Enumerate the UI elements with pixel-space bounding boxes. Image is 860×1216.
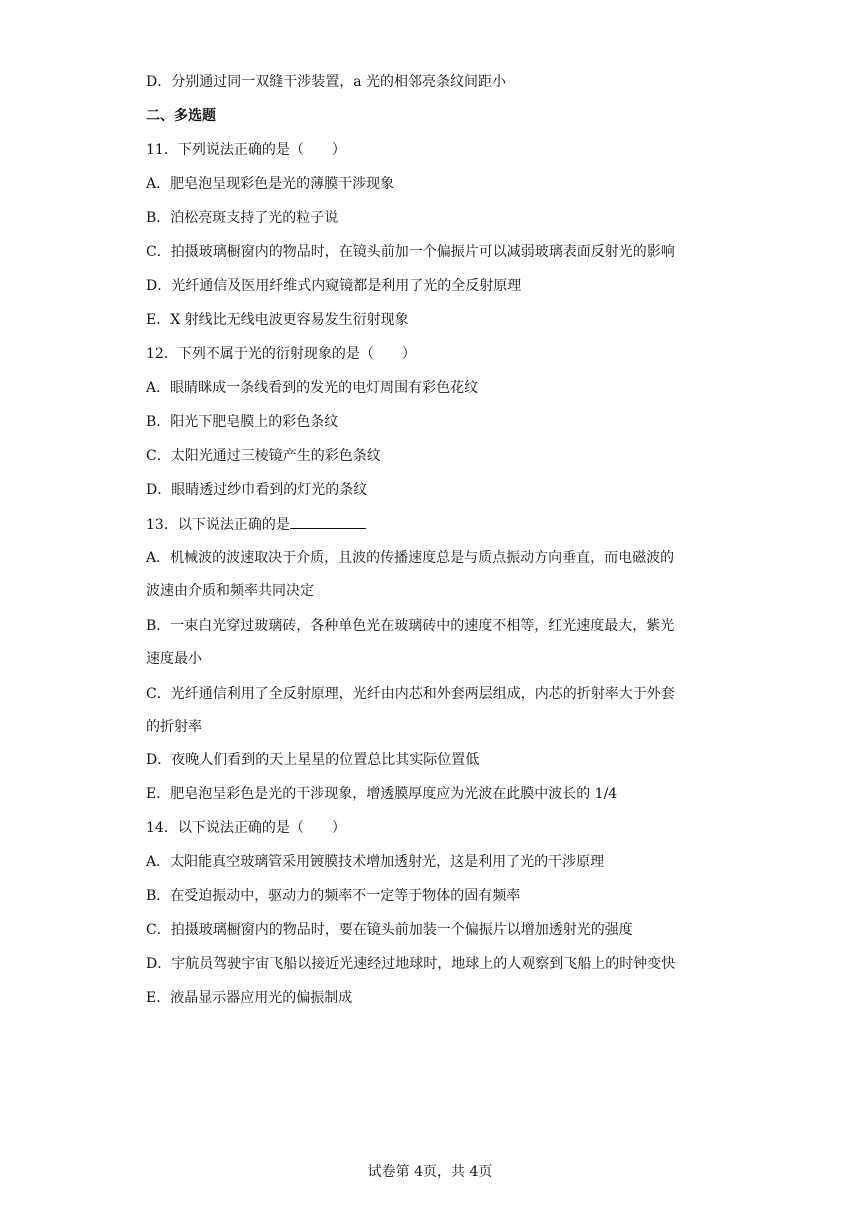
q12-option-d: D．眼睛透过纱巾看到的灯光的条纹	[146, 482, 368, 498]
q11-option-c: C．拍摄玻璃橱窗内的物品时，在镜头前加一个偏振片可以减弱玻璃表面反射光的影响	[146, 244, 675, 260]
q14-option-d: D．宇航员驾驶宇宙飞船以接近光速经过地球时，地球上的人观察到飞船上的时钟变快	[146, 956, 676, 972]
q11-option-a: A．肥皂泡呈现彩色是光的薄膜干涉现象	[146, 176, 395, 192]
page-footer: 试卷第 4页，共 4页	[367, 1164, 493, 1180]
q13-option-c-line1: C．光纤通信利用了全反射原理，光纤由内芯和外套两层组成，内芯的折射率大于外套	[146, 686, 675, 702]
q12-option-b: B．阳光下肥皂膜上的彩色条纹	[146, 414, 339, 430]
section-heading: 二、多选题	[146, 108, 216, 124]
q11-option-b: B．泊松亮斑支持了光的粒子说	[146, 210, 339, 226]
q13-option-a-line2: 波速由介质和频率共同决定	[146, 583, 314, 599]
question-13-text: 13．以下说法正确的是	[146, 517, 290, 533]
q13-option-d: D．夜晚人们看到的天上星星的位置总比其实际位置低	[146, 752, 480, 768]
question-11: 11．下列说法正确的是（ ）	[146, 142, 346, 158]
q14-option-b: B．在受迫振动中，驱动力的频率不一定等于物体的固有频率	[146, 888, 521, 904]
q12-option-a: A．眼睛眯成一条线看到的发光的电灯周围有彩色花纹	[146, 380, 479, 396]
q14-option-c: C．拍摄玻璃橱窗内的物品时，要在镜头前加装一个偏振片以增加透射光的强度	[146, 922, 633, 938]
q11-option-d: D．光纤通信及医用纤维式内窥镜都是利用了光的全反射原理	[146, 278, 522, 294]
q11-option-e: E．X 射线比无线电波更容易发生衍射现象	[146, 312, 409, 328]
q12-option-c: C．太阳光通过三棱镜产生的彩色条纹	[146, 448, 381, 464]
q13-option-b-line2: 速度最小	[146, 651, 202, 667]
q13-option-a-line1: A．机械波的波速取决于介质，且波的传播速度总是与质点振动方向垂直，而电磁波的	[146, 550, 675, 566]
q13-option-c-line2: 的折射率	[146, 719, 202, 735]
option-d-line: D．分别通过同一双缝干涉装置，a 光的相邻亮条纹间距小	[146, 74, 507, 90]
q14-option-e: E．液晶显示器应用光的偏振制成	[146, 990, 353, 1006]
q14-option-a: A．太阳能真空玻璃管采用镀膜技术增加透射光，这是利用了光的干涉原理	[146, 854, 605, 870]
q13-option-b-line1: B．一束白光穿过玻璃砖，各种单色光在玻璃砖中的速度不相等，红光速度最大，紫光	[146, 618, 675, 634]
question-12: 12．下列不属于光的衍射现象的是（ ）	[146, 346, 416, 362]
question-14: 14．以下说法正确的是（ ）	[146, 820, 346, 836]
question-13	[146, 514, 366, 535]
answer-blank	[290, 514, 366, 529]
q13-option-e: E．肥皂泡呈彩色是光的干涉现象，增透膜厚度应为光波在此膜中波长的 1/4	[146, 786, 618, 802]
